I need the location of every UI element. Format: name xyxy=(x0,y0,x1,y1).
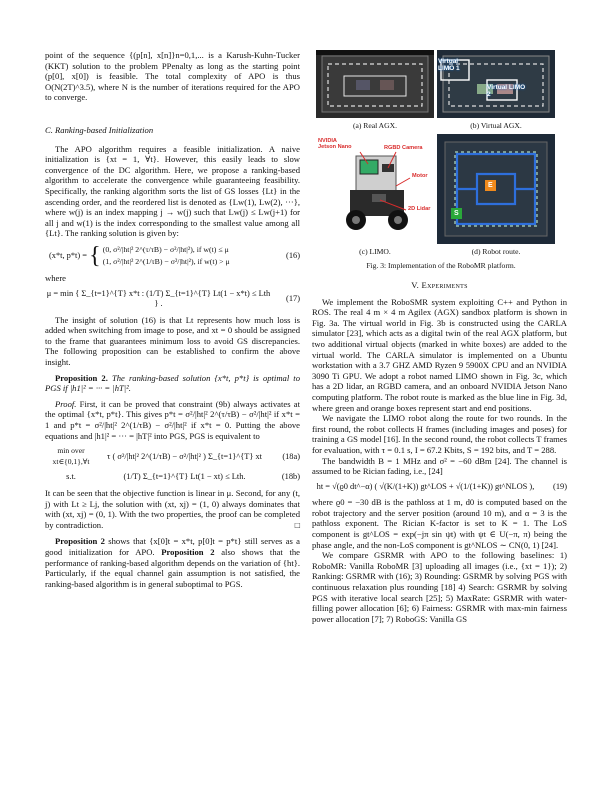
label-motor: Motor xyxy=(412,173,428,179)
eq16-lhs: (x*t, p*t) = xyxy=(49,250,87,260)
left-para-3-text: It can be seen that the objective function is linear in μ. Second, for any (t, j) with Lt ≥ Lj, the solution with (xt, xj) = (1, 0) always dominates that with (xt, xj) = (0, 1). With the two properties, the proof can be completed by contradiction. xyxy=(45,488,300,530)
proof-text: First, it can be proved that constraint (9b) always activates at the optimal {x*t, p*t}. This gives p*t = σ²/|ht|² 2^(τ/τB) − σ²/|ht|² if x*t = 1 and p*t = σ²/|ht|² 2^(1/τB) − σ²/|ht|² if x*t = 0. Putting the above equations and |h1|² = ··· = |hT|² into PGS, PGS is equivalent to xyxy=(45,398,300,441)
eq19-body: ht = √(ϱ0 dt^−α) ( √(K/(1+K)) gt^LOS + √(1/(1+K)) gt^NLOS ), xyxy=(316,481,535,491)
virtual-limo-1-label: Virtual LIMO 1 xyxy=(438,58,460,72)
eq18b-number: (18b) xyxy=(281,472,300,482)
left-para-0: point of the sequence {(p[n], x[n]}n=0,1,... is a Karush-Kuhn-Tucker (KKT) solution to the problem PPenalty as long as the starting point (p[0], x[0]) is feasible. The total complexity of APO is thus O(N(2T)^3.5), where N is the number of iterations required for the APO to converge. xyxy=(45,50,300,103)
robot-route-image xyxy=(437,134,555,244)
proof xyxy=(45,399,300,441)
eq17-number: (17) xyxy=(286,293,300,303)
caption-d: (d) Robot route. xyxy=(471,247,521,256)
right-para-1: We implement the RoboSMR system exploiting C++ and Python in ROS. The real 4 m × 4 m Agilex (AGX) sandbox platform is shown in Fig. 3a. The virtual world in Fig. 3b is constructed using the CARLA simulator [23], which acts as a digital twin of the real AGX platform, but two additional virtual objects (marked in white boxes) are added to the virtual world. The CARLA simulator is implemented on a Ubuntu workstation with a 3.7 GHZ AMD Ryzen 9 5900X CPU and an NVIDIA 3090 Ti GPU. We adopt a robot named LIMO shown in Fig. 3c, which has a 2D lidar, an RGBD camera, and an onboard NVIDIA Jetson Nano computing platform. The robot route is marked as the blue line in Fig. 3d, where green and orange boxes represent start and end positions. xyxy=(312,296,567,413)
caption-c: (c) LIMO. xyxy=(359,247,391,256)
start-label: S xyxy=(454,210,459,217)
p4-text-2: also shows that the performance of ranking-based algorithm depends on the variation of {ht}. Particularly, if the equal channel gain assumption is not satisfied, the ranking-based algorithm is in general suboptimal to PGS. xyxy=(45,546,300,589)
virtual-limo-2-label: Virtual LIMO 2 xyxy=(487,84,526,98)
equation-17 xyxy=(45,289,300,310)
eq16-brace: { xyxy=(89,242,101,269)
equation-19 xyxy=(312,482,567,493)
eq16-case-2: (1, σ²/|ht|² 2^(1/τB) − σ²/|ht|²), if w(t) > μ xyxy=(102,256,230,266)
eq18b-body: (1/T) Σ_{t=1}^{T} Lt(1 − xt) ≤ Lth. xyxy=(123,472,246,482)
right-column xyxy=(312,280,567,624)
right-para-5: We compare GSRMR with APO to the following baselines: 1) RoboMR: Vanilla RoboMR [3] uploading all images (i.e., {xt = 1}); 2) Ranking: GSRMR with (16); 3) Rounding: GSRMR by solving PGS with continuous relaxation plus rounding [18] 4) Search: GSRMR by solving PGS with iterative local search [25]; 5) MaxRate: GSRMR with water-filling power allocation [6]; 6) Fairness: GSRMR with max-min fairness power allocation [7]; 7) RoboGS: Vanilla GS xyxy=(312,550,567,624)
equation-16 xyxy=(45,244,300,268)
caption-b: (b) Virtual AGX. xyxy=(470,121,522,130)
left-para-1: The APO algorithm requires a feasible initialization. A naive initialization is {xt = 1, ∀t}. However, this easily leads to slow convergence of the DC algorithm. Here, we propose a ranking-based algorithm to accelerate the convergence while guaranteeing feasibility. Specifically, the ranking algorithm sorts the list of GS losses {Lt} in the ascending order, and the reordered list is denoted as {Lw(1), Lw(2), ···}, where w(j) is an index mapping j → w(j) such that Lw(j) ≤ Lw(j+1) for all j and w(1) is the index corresponding to the smallest value among all {Lt}. The ranking solution is given by: xyxy=(45,143,300,239)
end-label: E xyxy=(488,182,493,189)
prop-label: Proposition 2. xyxy=(55,372,108,383)
eq18a-body: τ ( σ²/|ht|² 2^(1/τB) − σ²/|ht|² ) Σ_{t=1}^{T} xt xyxy=(107,451,262,461)
eq16-case-1: (0, σ²/|ht|² 2^(τ/τB) − σ²/|ht|²), if w(t) ≤ μ xyxy=(102,244,229,254)
eq18a-lhs: min over xt∈{0,1},∀t xyxy=(52,446,90,466)
right-para-3: The bandwidth B = 1 MHz and σ² = −60 dBm [24]. The channel is assumed to be Rician fading, i.e., [24] xyxy=(312,455,567,477)
equation-18a xyxy=(45,446,300,467)
proposition-2 xyxy=(45,373,300,394)
eq19-number: (19) xyxy=(553,481,567,491)
eq16-number: (16) xyxy=(286,250,300,260)
right-para-2: We navigate the LIMO robot along the route for two rounds. In the first round, the robot collects H frames (including images and poses) for training a GS model [16]. In the second round, the robot collects T frames for evaluation, with τ = 0.1 s, I = 67.2 Kbits, S = 192 bits, and T = 288. xyxy=(312,413,567,455)
label-jetson-nano: NVIDIA Jetson Nano xyxy=(318,138,352,150)
figure-3-caption: Fig. 3: Implementation of the RoboMR platform. xyxy=(366,261,516,270)
left-para-4 xyxy=(45,536,300,589)
left-para-2: The insight of solution (16) is that Lt represents how much loss is added when switching from image to pose, and xt = 0 should be assigned to the frame that guarantees minimum loss to avoid GS discrepancies. The following proposition can be established to confirm the above insight. xyxy=(45,314,300,368)
prop-text: The ranking-based solution {x*t, p*t} is optimal to PGS if |h1|² = ··· = |hT|². xyxy=(45,372,300,394)
proof-label: Proof. xyxy=(55,398,77,409)
eq18a-number: (18a) xyxy=(282,451,300,461)
p4-text: shows that {x[0]t = x*t, p[0]t = p*t} still serves as a good initialization for APO. xyxy=(45,536,300,557)
where-label: where xyxy=(45,272,66,283)
label-2d-lidar: 2D Lidar xyxy=(408,206,431,212)
section-title-ranking: C. Ranking-based Initialization xyxy=(45,124,154,135)
real-agx-image xyxy=(316,50,434,118)
p4-label: Proposition 2 xyxy=(55,536,105,547)
p4-label-2: Proposition 2 xyxy=(161,546,215,557)
eq17-body: μ = min { Σ_{t=1}^{T} x*t : (1/T) Σ_{t=1}^{T} Lt(1 − x*t) ≤ Lth } . xyxy=(46,288,271,309)
qed-symbol: □ xyxy=(294,519,300,530)
right-para-4: where ϱ0 = −30 dB is the pathloss at 1 m, d0 is computed based on the robot trajectory and the server position (around 10 m), and α = 3 is the pathloss exponent. The Rician K-factor is set to K = 1. The LoS component is gt^LOS = exp(−jπ sin ψt) with ψt ∈ U(−π, π) being the phase angle, and the non-LoS component is gt^NLOS ∼ CN(0, 1) [24]. xyxy=(312,497,567,550)
section-title-experiments: V. Experiments xyxy=(411,280,468,290)
caption-a: (a) Real AGX. xyxy=(352,121,398,130)
eq18b-lhs: s.t. xyxy=(66,472,76,482)
left-column xyxy=(45,50,300,589)
equation-18b xyxy=(45,472,300,483)
left-para-3 xyxy=(45,488,300,530)
label-rgbd-camera: RGBD Camera xyxy=(384,145,423,151)
